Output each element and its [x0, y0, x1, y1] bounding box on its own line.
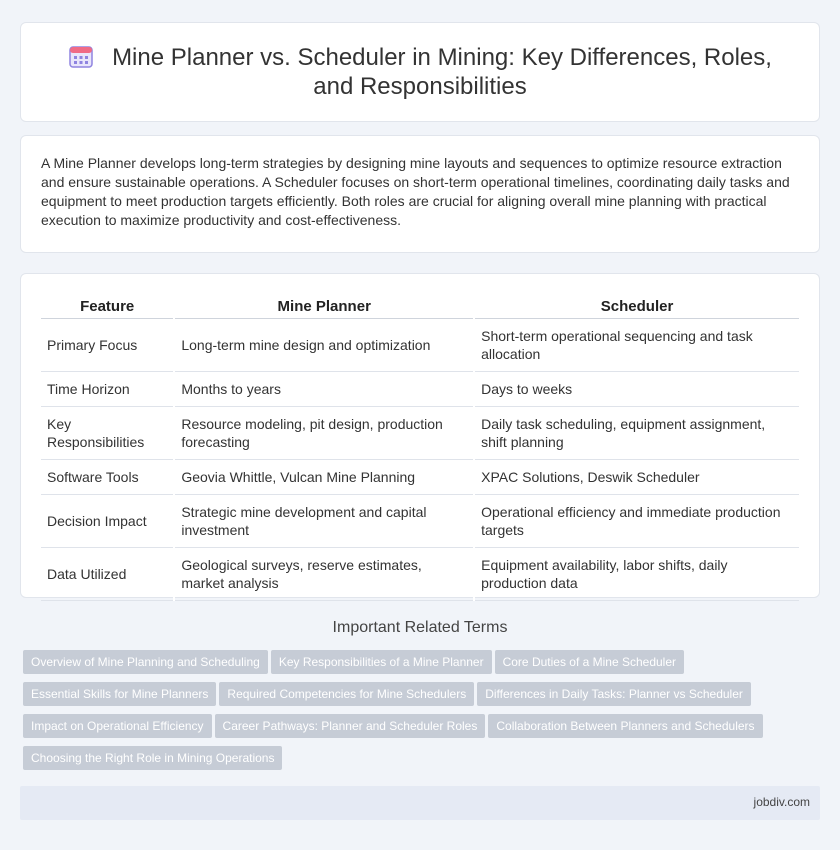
- related-term-tag[interactable]: Collaboration Between Planners and Schedulers: [488, 714, 762, 738]
- header-feature: Feature: [41, 294, 174, 319]
- table-row: [41, 460, 799, 495]
- table-header-row: [41, 294, 799, 319]
- comparison-card: [20, 273, 820, 598]
- table-cell: Daily task scheduling, equipment assignment, shift planning: [474, 407, 799, 460]
- header-card: [20, 22, 820, 122]
- table-cell: Long-term mine design and optimization: [174, 319, 474, 372]
- related-term-tag[interactable]: Key Responsibilities of a Mine Planner: [271, 650, 492, 674]
- table-cell: Geological surveys, reserve estimates, market analysis: [174, 548, 474, 601]
- table-cell: Short-term operational sequencing and task allocation: [474, 319, 799, 372]
- related-term-tag[interactable]: Core Duties of a Mine Scheduler: [495, 650, 684, 674]
- related-term-tag[interactable]: Career Pathways: Planner and Scheduler Roles: [215, 714, 486, 738]
- summary-card: [20, 135, 820, 253]
- calendar-icon: [68, 43, 94, 69]
- related-term-tag[interactable]: Essential Skills for Mine Planners: [23, 682, 216, 706]
- table-cell: Key Responsibilities: [41, 407, 174, 460]
- table-row: [41, 407, 799, 460]
- related-term-tag[interactable]: Differences in Daily Tasks: Planner vs Scheduler: [477, 682, 751, 706]
- related-term-tag[interactable]: Choosing the Right Role in Mining Operations: [23, 746, 282, 770]
- table-cell: Time Horizon: [41, 372, 174, 407]
- related-term-tag[interactable]: Overview of Mine Planning and Scheduling: [23, 650, 268, 674]
- header-scheduler: Scheduler: [474, 294, 799, 319]
- footer: [20, 786, 820, 820]
- related-terms-heading: Important Related Terms: [332, 619, 508, 636]
- table-cell: Software Tools: [41, 460, 174, 495]
- comparison-table: [41, 294, 799, 601]
- page-title-text: Mine Planner vs. Scheduler in Mining: Key Differences, Roles, and Responsibilities: [112, 44, 772, 100]
- related-terms-list: [23, 650, 823, 778]
- header-mine-planner: Mine Planner: [174, 294, 474, 319]
- table-cell: XPAC Solutions, Deswik Scheduler: [474, 460, 799, 495]
- table-cell: Primary Focus: [41, 319, 174, 372]
- summary-text: A Mine Planner develops long-term strategies by designing mine layouts and sequences to optimize resource extraction and ensure sustainable operations. A Scheduler focuses on short-term operational timelines, coordinating daily tasks and equipment to meet production targets efficiently. Both roles are crucial for aligning overall mine planning with practical execution to maximize productivity and cost-effectiveness.: [41, 155, 790, 228]
- related-term-tag[interactable]: Impact on Operational Efficiency: [23, 714, 212, 738]
- footer-site-link[interactable]: jobdiv.com: [753, 795, 810, 809]
- table-cell: Days to weeks: [474, 372, 799, 407]
- table-cell: Operational efficiency and immediate production targets: [474, 495, 799, 548]
- related-term-tag[interactable]: Required Competencies for Mine Schedulers: [219, 682, 474, 706]
- table-cell: Strategic mine development and capital investment: [174, 495, 474, 548]
- table-cell: Geovia Whittle, Vulcan Mine Planning: [174, 460, 474, 495]
- table-row: [41, 548, 799, 601]
- table-cell: Equipment availability, labor shifts, daily production data: [474, 548, 799, 601]
- table-cell: Decision Impact: [41, 495, 174, 548]
- table-cell: Resource modeling, pit design, production forecasting: [174, 407, 474, 460]
- table-cell: Months to years: [174, 372, 474, 407]
- page-title: [61, 43, 779, 101]
- table-row: [41, 495, 799, 548]
- table-row: [41, 372, 799, 407]
- table-cell: Data Utilized: [41, 548, 174, 601]
- table-row: [41, 319, 799, 372]
